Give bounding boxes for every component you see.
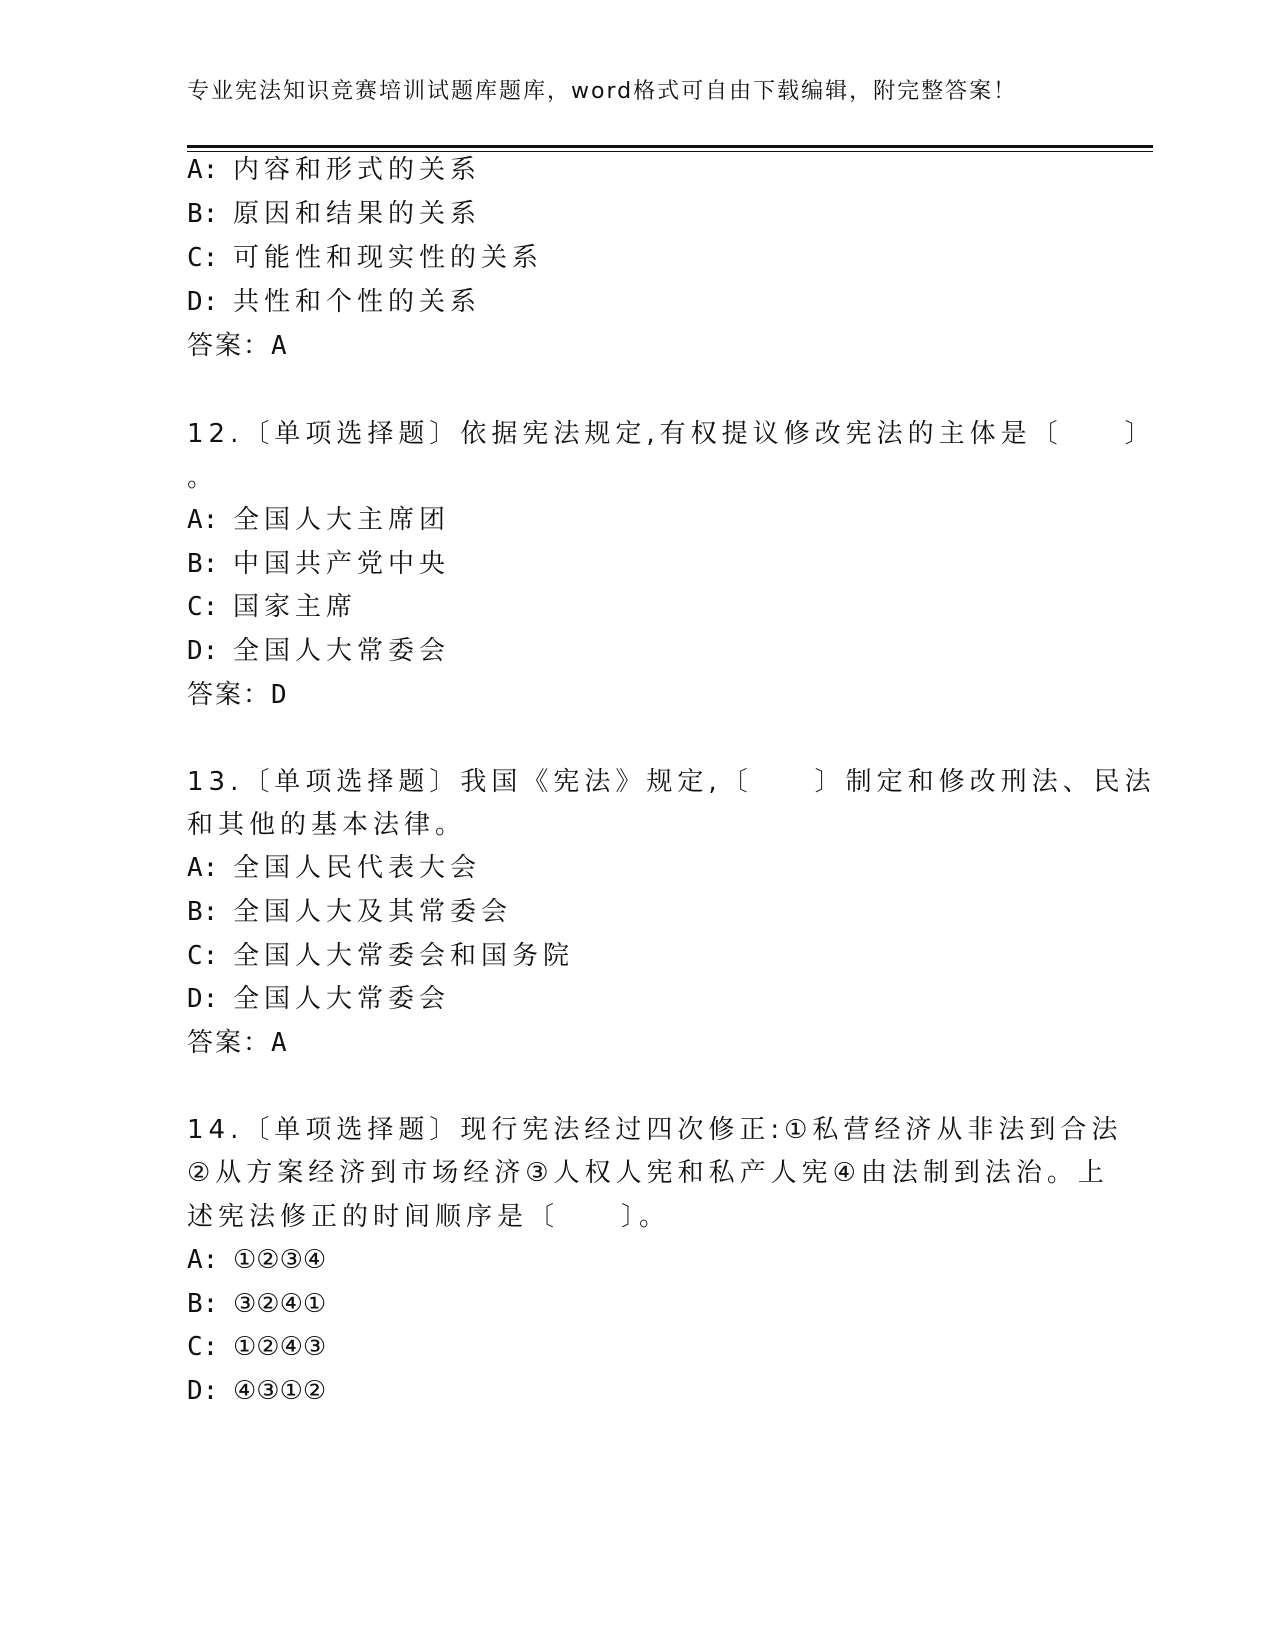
- q13-stem-line2: 和其他的基本法律。: [187, 810, 467, 840]
- option-text: 原因和结果的关系: [233, 199, 482, 229]
- q14-option-a: [187, 1240, 326, 1280]
- option-letter: D:: [187, 636, 219, 666]
- page-header: 专业宪法知识竞赛培训试题库题库，word格式可自由下载编辑，附完整答案！: [187, 79, 1018, 104]
- q12-option-b: [187, 544, 450, 584]
- q12-answer: [187, 675, 289, 715]
- option-text: 全国人大主席团: [233, 505, 451, 535]
- option-text: 全国人大常委会和国务院: [233, 941, 575, 971]
- option-letter: D:: [187, 984, 219, 1014]
- option-letter: A:: [187, 853, 219, 883]
- option-letter: B:: [187, 897, 219, 927]
- q13-option-c: [187, 936, 574, 976]
- q14-stem-line1: 14.〔单项选择题〕现行宪法经过四次修正:①私营经济从非法到合法: [187, 1115, 1123, 1145]
- header-divider-thick: [187, 145, 1153, 148]
- option-text: ①②③④: [233, 1245, 327, 1275]
- option-text: ①②④③: [233, 1332, 327, 1362]
- answer-label: 答案：: [187, 1028, 272, 1058]
- answer-label: 答案：: [187, 331, 272, 361]
- option-letter: A:: [187, 505, 219, 535]
- q13-option-b: [187, 892, 512, 932]
- option-letter: A:: [187, 1245, 219, 1275]
- q12-option-a: [187, 500, 450, 540]
- option-letter: B:: [187, 549, 219, 579]
- option-letter: C:: [187, 243, 219, 273]
- option-letter: C:: [187, 592, 219, 622]
- option-letter: C:: [187, 1332, 219, 1362]
- q11-option-d: [187, 282, 481, 322]
- q11-option-b: [187, 194, 481, 234]
- q13-stem-line1: 13.〔单项选择题〕我国《宪法》规定,〔 〕制定和修改刑法、民法: [187, 767, 1156, 797]
- option-text: ④③①②: [233, 1376, 327, 1406]
- q11-answer: [187, 326, 289, 366]
- q14-option-d: [187, 1371, 326, 1411]
- option-text: ③②④①: [233, 1289, 327, 1319]
- answer-label: 答案：: [187, 680, 272, 710]
- q12-stem-line2: 。: [187, 463, 219, 493]
- q12-stem-line1: 12.〔单项选择题〕依据宪法规定,有权提议修改宪法的主体是〔 〕: [187, 419, 1156, 449]
- q13-answer: [187, 1023, 289, 1063]
- option-letter: A:: [187, 155, 219, 185]
- option-text: 中国共产党中央: [233, 549, 451, 579]
- q14-stem-line2: ②从方案经济到市场经济③人权人宪和私产人宪④由法制到法治。上: [187, 1158, 1109, 1188]
- q12-option-d: [187, 631, 450, 671]
- answer-value: A: [271, 1028, 289, 1058]
- option-letter: D:: [187, 287, 219, 317]
- option-text: 共性和个性的关系: [233, 287, 482, 317]
- option-text: 全国人大常委会: [233, 984, 451, 1014]
- q13-option-a: [187, 848, 481, 888]
- q14-option-c: [187, 1327, 326, 1367]
- option-letter: B:: [187, 1289, 219, 1319]
- option-text: 全国人民代表大会: [233, 853, 482, 883]
- option-text: 全国人大及其常委会: [233, 897, 513, 927]
- option-text: 国家主席: [233, 592, 358, 622]
- q13-option-d: [187, 979, 450, 1019]
- option-text: 全国人大常委会: [233, 636, 451, 666]
- option-text: 内容和形式的关系: [233, 155, 482, 185]
- q11-option-a: [187, 150, 481, 190]
- option-letter: D:: [187, 1376, 219, 1406]
- option-letter: C:: [187, 941, 219, 971]
- q11-option-c: [187, 238, 543, 278]
- answer-value: D: [271, 680, 289, 710]
- answer-value: A: [271, 331, 289, 361]
- q12-option-c: [187, 587, 357, 627]
- q14-option-b: [187, 1284, 326, 1324]
- q14-stem-line3: 述宪法修正的时间顺序是〔 〕。: [187, 1202, 671, 1232]
- option-letter: B:: [187, 199, 219, 229]
- option-text: 可能性和现实性的关系: [233, 243, 544, 273]
